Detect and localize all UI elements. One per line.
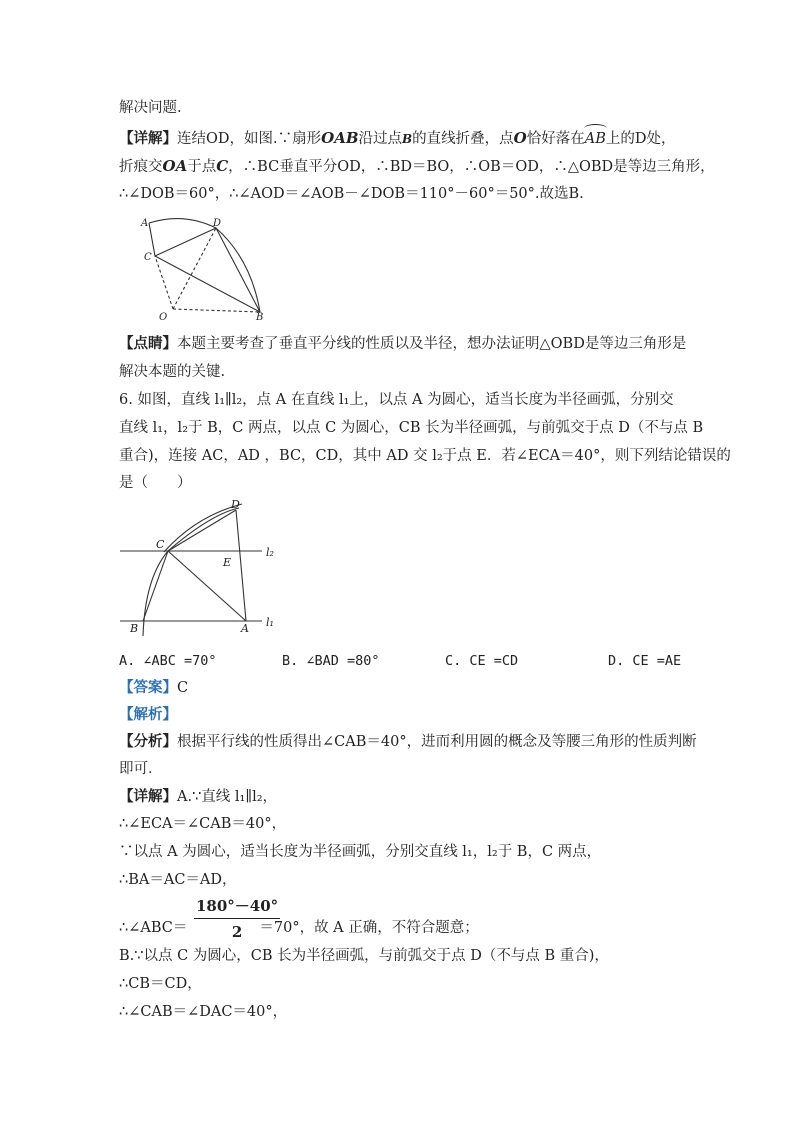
label-a: A (141, 218, 149, 229)
option-a: A. ∠ABC =70° (119, 653, 217, 669)
text-span: 折痕交 (119, 159, 163, 175)
text-span: 沿过点 (358, 131, 403, 147)
fenxi-line-1 (119, 732, 697, 752)
label-l2: l₂ (266, 546, 274, 559)
tag-keypoint: 【点睛】 (119, 336, 177, 352)
label-b: B (256, 312, 264, 323)
label-c: C (144, 252, 152, 263)
label-d: D (231, 498, 240, 511)
label-a: A (241, 622, 249, 635)
xiangjie-line-3: ∵以点 A 为圆心，适当长度为半径画弧，分别交直线 l₁，l₂于 B，C 两点， (119, 844, 602, 860)
tag-fenxi: 【分析】 (119, 734, 177, 750)
question6-line-2: 直线 l₁，l₂于 B，C 两点，以点 C 为圆心，CB 长为半径画弧，与前弧交于点 D（不与点 B (119, 420, 704, 436)
text-span: 本题主要考查了垂直平分线的性质以及半径，想办法证明△OBD是等边三角形是 (177, 336, 687, 352)
answer-line (119, 678, 188, 698)
xiangjie-line-4: ∴BA＝AC＝AD， (119, 872, 237, 888)
keypoint-line-2: 解决本题的关键. (119, 364, 226, 380)
option-d: D. CE =AE (608, 653, 682, 669)
math-oab: OAB (321, 129, 359, 147)
label-b: B (130, 622, 139, 635)
xiangjie-line-6: B.∵以点 C 为圆心，CB 长为半径画弧，与前弧交于点 D（不与点 B 重合)， (119, 948, 609, 964)
math-c: C (216, 157, 229, 175)
analysis-heading (119, 705, 177, 725)
text-span: ∴∠ABC＝ (119, 920, 188, 936)
xiangjie-line-2: ∴∠ECA＝∠CAB＝40°， (119, 816, 287, 832)
tag-detail: 【详解】 (119, 131, 177, 147)
math-o: O (513, 129, 527, 147)
text-span: 根据平行线的性质得出∠CAB＝40°，进而利用圆的概念及等腰三角形的性质判断 (177, 734, 697, 750)
text-span: 上的D处， (605, 131, 676, 147)
tag-analysis: 【解析】 (119, 707, 177, 723)
xiangjie-line-5 (119, 918, 479, 938)
text-span: ，∴BC垂直平分OD，∴BD＝BO，∴OB＝OD，∴△OBD是等边三角形， (228, 159, 715, 175)
text-span: 的直线折叠，点 (412, 131, 514, 147)
math-b: B (402, 132, 413, 146)
xiangjie-line-7: ∴CB＝CD， (119, 976, 202, 992)
option-b: B. ∠BAD =80° (282, 653, 380, 669)
answer-value: C (177, 680, 189, 696)
label-d: D (213, 218, 222, 229)
question6-line-3: 重合)，连接 AC，AD ，BC，CD，其中 AD 交 l₂于点 E．若∠ECA＝40°，则下列结论错误的 (119, 448, 731, 464)
tag-answer: 【答案】 (119, 680, 177, 696)
detail-line-1 (119, 128, 676, 149)
figure-parallel-lines (116, 496, 286, 642)
xiangjie-line-8: ∴∠CAB＝∠DAC＝40°， (119, 1004, 288, 1020)
label-e: E (223, 556, 232, 569)
text-span: A.∵直线 l₁∥l₂， (177, 789, 278, 805)
text-span: 连结OD，如图.∵扇形 (177, 131, 322, 147)
label-o: O (159, 312, 168, 323)
option-c: C. CE =CD (445, 653, 519, 669)
detail-line-3: ∴∠DOB＝60°，∴∠AOD＝∠AOB－∠DOB＝110°－60°＝50°.故选B. (119, 186, 584, 202)
arc-ab: AB (584, 131, 606, 147)
detail-line-2 (119, 156, 715, 177)
label-l1: l₁ (266, 616, 274, 629)
text-span: 于点 (187, 159, 217, 175)
fenxi-line-2: 即可． (119, 761, 163, 777)
tag-xiangjie: 【详解】 (119, 789, 177, 805)
label-c: C (156, 538, 165, 551)
question6-line-1: 6. 如图，直线 l₁∥l₂，点 A 在直线 l₁上，以点 A 为圆心，适当长度为半径画弧，分别交 (119, 392, 674, 408)
fraction-numerator: 180°－40° (194, 895, 280, 919)
keypoint-line-1 (119, 334, 686, 354)
figure-sector (136, 214, 276, 326)
fraction-denominator: 2 (231, 923, 243, 941)
question6-line-4: 是（ ） (119, 475, 192, 491)
text-span: 恰好落在 (526, 131, 585, 147)
text-span: ＝70°，故 A 正确，不符合题意； (259, 920, 479, 936)
math-oa: OA (162, 157, 188, 175)
text-line: 解决问题. (119, 100, 182, 116)
xiangjie-line-1 (119, 787, 277, 807)
